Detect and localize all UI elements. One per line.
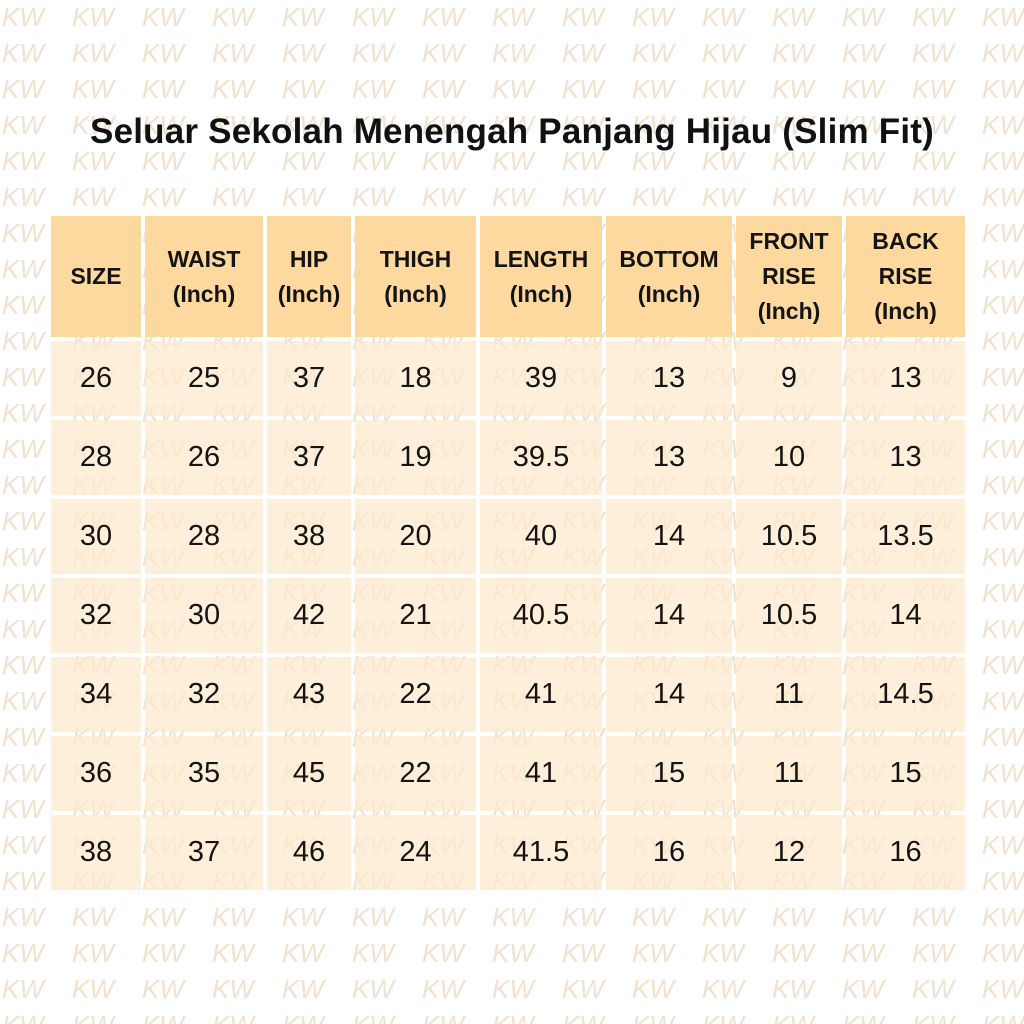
cell-thigh: 21 [355,578,476,653]
cell-hip: 46 [267,815,351,890]
header-waist [145,216,263,337]
cell-front-rise: 11 [736,736,842,811]
cell-hip: 45 [267,736,351,811]
cell-waist: 35 [145,736,263,811]
cell-front-rise: 10.5 [736,499,842,574]
cell-back-rise: 13 [846,341,965,416]
header-bottom-unit: (Inch) [637,280,701,307]
header-front-rise [736,216,842,337]
cell-front-rise: 12 [736,815,842,890]
cell-thigh: 22 [355,736,476,811]
cell-thigh: 24 [355,815,476,890]
cell-bottom: 13 [606,420,732,495]
cell-length: 41 [480,657,602,732]
cell-size: 32 [51,578,141,653]
cell-length: 40 [480,499,602,574]
cell-length: 41 [480,736,602,811]
header-length-unit: (Inch) [509,280,573,307]
header-front-rise-unit: (Inch) [757,298,821,324]
cell-thigh: 20 [355,499,476,574]
cell-size: 30 [51,499,141,574]
cell-bottom: 14 [606,499,732,574]
header-front-rise-label-2: RISE [762,263,816,289]
cell-length: 39.5 [480,420,602,495]
cell-back-rise: 13.5 [846,499,965,574]
header-back-rise [846,216,965,337]
size-chart-table [51,216,973,886]
cell-bottom: 14 [606,657,732,732]
cell-size: 38 [51,815,141,890]
cell-length: 41.5 [480,815,602,890]
header-bottom-label: BOTTOM [619,245,719,272]
page-title: Seluar Sekolah Menengah Panjang Hijau (Slim Fit) [90,112,934,151]
header-waist-unit: (Inch) [172,280,236,307]
cell-length: 39 [480,341,602,416]
header-length [480,216,602,337]
cell-hip: 43 [267,657,351,732]
cell-thigh: 18 [355,341,476,416]
cell-size: 34 [51,657,141,732]
cell-waist: 37 [145,815,263,890]
header-length-label: LENGTH [493,245,589,272]
cell-size: 26 [51,341,141,416]
cell-size: 28 [51,420,141,495]
cell-bottom: 15 [606,736,732,811]
header-hip [267,216,351,337]
header-thigh-label: THIGH [379,245,452,272]
cell-waist: 28 [145,499,263,574]
header-back-rise-label-2: RISE [878,263,933,289]
cell-bottom: 13 [606,341,732,416]
cell-back-rise: 16 [846,815,965,890]
header-size-label: SIZE [70,263,122,289]
header-bottom [606,216,732,337]
cell-waist: 32 [145,657,263,732]
cell-back-rise: 15 [846,736,965,811]
cell-thigh: 19 [355,420,476,495]
cell-front-rise: 11 [736,657,842,732]
cell-back-rise: 14.5 [846,657,965,732]
cell-back-rise: 13 [846,420,965,495]
header-hip-label: HIP [289,245,329,272]
header-back-rise-label-1: BACK [872,228,939,254]
header-waist-label: WAIST [167,245,241,272]
header-front-rise-label-1: FRONT [749,228,829,254]
cell-front-rise: 10.5 [736,578,842,653]
header-back-rise-unit: (Inch) [874,298,937,324]
cell-length: 40.5 [480,578,602,653]
cell-bottom: 16 [606,815,732,890]
header-thigh [355,216,476,337]
cell-waist: 26 [145,420,263,495]
cell-hip: 38 [267,499,351,574]
header-thigh-unit: (Inch) [384,280,447,307]
cell-hip: 37 [267,341,351,416]
cell-bottom: 14 [606,578,732,653]
cell-waist: 25 [145,341,263,416]
cell-front-rise: 9 [736,341,842,416]
cell-back-rise: 14 [846,578,965,653]
header-hip-unit: (Inch) [277,280,341,307]
cell-front-rise: 10 [736,420,842,495]
cell-thigh: 22 [355,657,476,732]
cell-hip: 37 [267,420,351,495]
cell-hip: 42 [267,578,351,653]
cell-waist: 30 [145,578,263,653]
cell-size: 36 [51,736,141,811]
header-size [51,216,141,337]
